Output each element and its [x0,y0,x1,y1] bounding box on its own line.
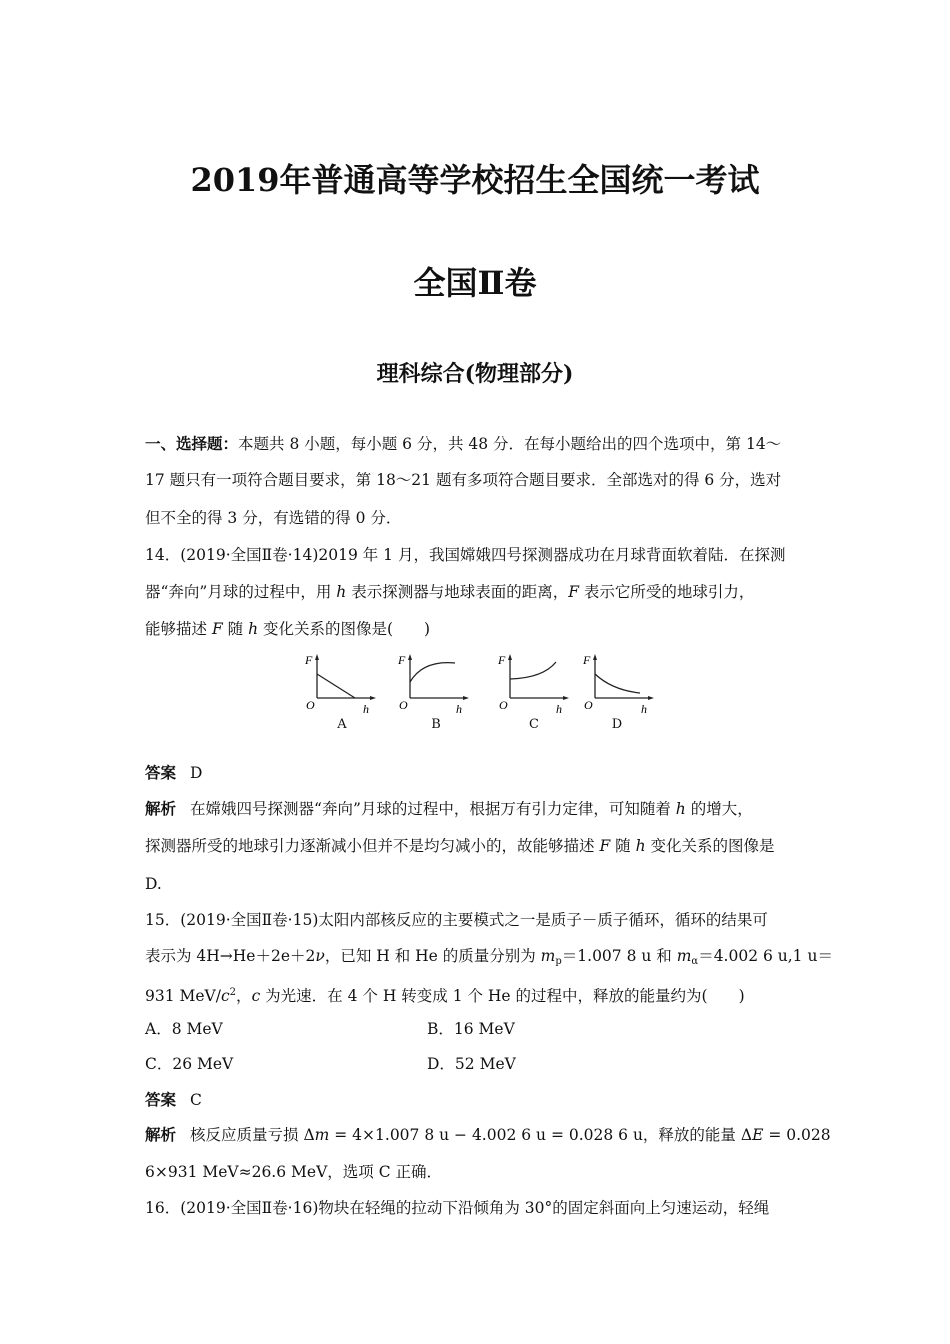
graph-d-label-o: O [584,698,593,712]
q15-analysis-line-2: 6×931 MeV≈26.6 MeV，选项 C 正确． [145,1163,442,1181]
q15-line-3: 931 MeV/$c^2$，c 为光速．在 4 个 H 转变成 1 个 He 的过程中，释放的能量约为( ) [145,987,745,1005]
q15-option-a: A．8 MeV [145,1020,223,1038]
q14-answer-label: 答案 [145,763,177,782]
q14-answer-value: D [190,764,203,782]
graph-label-d: D [611,717,623,732]
q15-line-1: 15．(2019·全国Ⅱ卷·15)太阳内部核反应的主要模式之一是质子－质子循环，循环的结果可 [145,911,768,929]
graph-a-y-arrow [315,654,319,660]
graph-label-a: A [337,717,347,732]
graph-d-label-h: h [641,702,647,716]
graph-d-svg [578,650,658,720]
q14-answer [145,763,202,783]
q15-line-2: 表示为 4H→He＋2e＋2ν，已知 H 和 He 的质量分别为 $m_p=1.007$ 8 u 和 $m_\alpha=4.002$ 6 u,1 u＝ [145,947,833,967]
graph-b-curve [410,663,455,682]
graph-a-curve [317,674,355,698]
q15-answer-label: 答案 [145,1090,177,1109]
q15-analysis-label: 解析 [145,1125,177,1144]
graph-a-label-f: F [305,653,313,667]
q14-line-1: 14．(2019·全国Ⅱ卷·14)2019 年 1 月，我国嫦娥四号探测器成功在月球背面软着陆．在探测 [145,546,786,564]
exam-volume: 全国Ⅱ卷 [413,264,537,302]
instructions-line-2: 17 题只有一项符合题目要求，第 18～21 题有多项符合题目要求．全部选对的得 6 分，选对 [145,471,782,489]
graph-c-label-o: O [499,698,508,712]
graph-c-curve [510,662,556,679]
graph-a-label-o: O [306,698,315,712]
exam-title: 2019年普通高等学校招生全国统一考试 [190,161,760,199]
graph-c-label-f: F [498,653,506,667]
q14-analysis-line-1: 解析 在嫦娥四号探测器“奔向”月球的过程中，根据万有引力定律，可知随着 h 的增大， [145,799,753,818]
graph-b-svg [393,650,473,720]
graph-a-x-arrow [370,696,376,700]
q15-option-b: B．16 MeV [427,1020,515,1038]
graph-label-c: C [529,717,539,732]
graph-c-svg [493,650,573,720]
graph-a-label-h: h [363,702,369,716]
instructions-line-1: 一、选择题：本题共 8 小题，每小题 6 分，共 48 分．在每小题给出的四个选项中，第 14～ [145,434,782,453]
exam-subject: 理科综合(物理部分) [376,361,574,387]
graph-b-label-h: h [456,702,462,716]
q14-line-2: 器“奔向”月球的过程中，用 h 表示探测器与地球表面的距离，F 表示它所受的地球引力， [145,583,755,601]
graph-c-label-h: h [556,702,562,716]
q15-option-c: C．26 MeV [145,1055,234,1073]
q14-line-3: 能够描述 F 随 h 变化关系的图像是( ) [145,620,431,638]
q15-analysis-line-1: 解析 核反应质量亏损 Δm = 4×1.007 8 u − 4.002 6 u = 0.028 6 u，释放的能量 ΔE = 0.028 [145,1125,831,1144]
graph-label-b: B [431,717,441,732]
q15-option-d: D．52 MeV [427,1055,516,1073]
q15-answer-value: C [190,1091,202,1109]
graph-b-label-o: O [399,698,408,712]
instructions-label: 一、选择题： [145,434,239,453]
graph-d-label-f: F [583,653,591,667]
q14-analysis-line-3: D. [145,875,162,893]
graph-d-curve [595,674,640,693]
instructions-line-3: 但不全的得 3 分，有选错的得 0 分． [145,509,402,527]
graph-b-label-f: F [398,653,406,667]
q14-analysis-line-2: 探测器所受的地球引力逐渐减小但并不是均匀减小的，故能够描述 F 随 h 变化关系的图像是 [145,837,775,855]
q14-analysis-label: 解析 [145,799,177,818]
q16-line-1: 16．(2019·全国Ⅱ卷·16)物块在轻绳的拉动下沿倾角为 30°的固定斜面向上匀速运动，轻绳 [145,1199,770,1217]
q15-answer [145,1090,202,1110]
graph-a-svg [300,650,380,720]
